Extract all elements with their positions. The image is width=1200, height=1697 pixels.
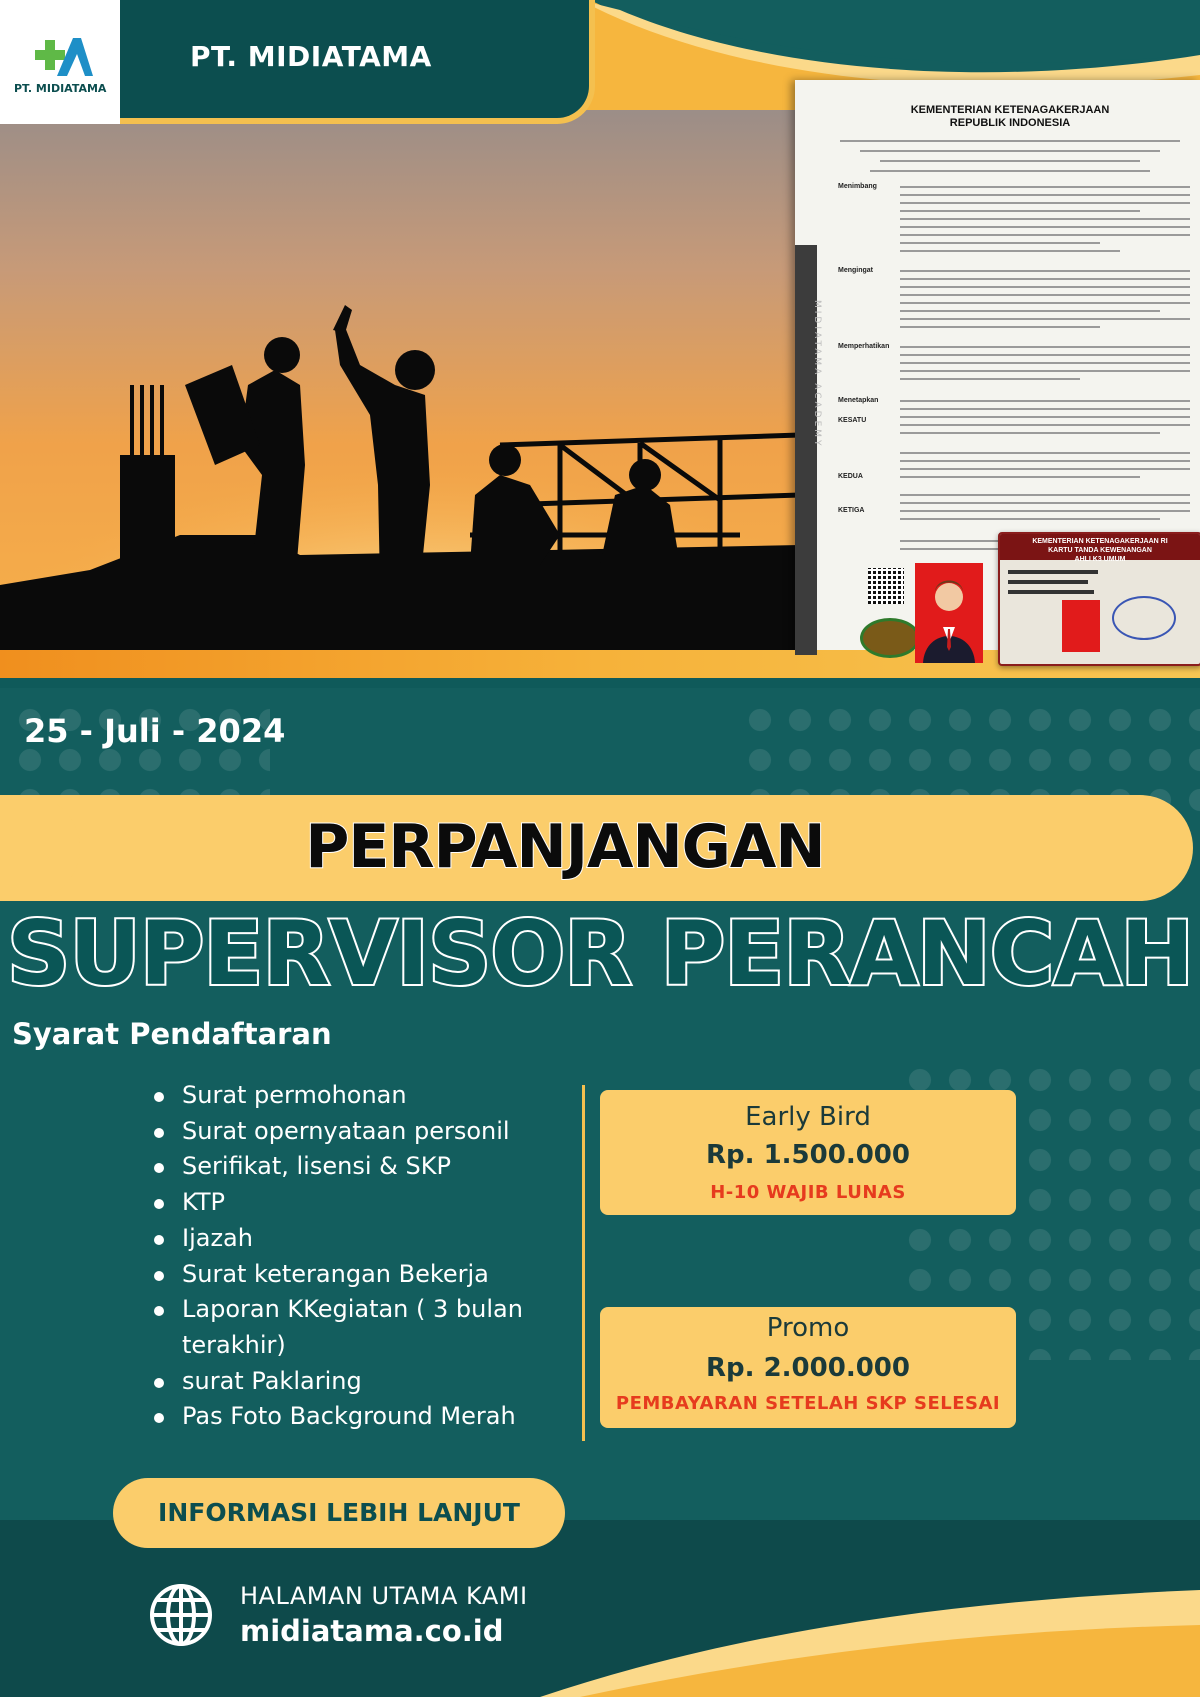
- list-item: Serifikat, lisensi & SKP: [150, 1149, 590, 1185]
- certificate-label: Menimbang: [838, 183, 877, 190]
- certificate-text-line: [900, 416, 1190, 418]
- certificate-text-line: [900, 354, 1190, 356]
- certificate-text-line: [900, 432, 1160, 434]
- price-value: Rp. 1.500.000: [706, 1140, 910, 1170]
- requirements-list: [150, 1078, 590, 1435]
- list-item: Laporan KKegiatan ( 3 bulan terakhir): [150, 1292, 590, 1363]
- certificate-text-line: [900, 424, 1190, 426]
- certificate-text-line: [900, 502, 1190, 504]
- k3-license-card: [998, 532, 1200, 666]
- certificate-label: KEDUA: [838, 473, 863, 480]
- certificate-text-line: [900, 186, 1190, 188]
- vertical-divider: [582, 1085, 585, 1441]
- certificate-text-line: [900, 318, 1190, 320]
- certificate-text-line: [900, 226, 1190, 228]
- certificate-label: KESATU: [838, 417, 867, 424]
- early-bird-price-card: [600, 1090, 1016, 1215]
- certificate-text-line: [900, 310, 1160, 312]
- certificate-text-line: [900, 460, 1190, 462]
- certificate-text-line: [900, 242, 1100, 244]
- logo-text: PT. MIDIATAMA: [14, 82, 107, 95]
- certificate-text-line: [900, 278, 1190, 280]
- card-title: KEMENTERIAN KETENAGAKERJAAN RI KARTU TANDA KEWENANGAN AHLI K3 UMUM: [1000, 534, 1200, 560]
- certificate-label: Memperhatikan: [838, 343, 890, 350]
- certificate-text-line: [900, 494, 1190, 496]
- certificate-header: KEMENTERIAN KETENAGAKERJAAN REPUBLIK INDONESIA: [910, 104, 1110, 129]
- person-icon: [915, 563, 983, 663]
- certificate-text-line: [900, 408, 1190, 410]
- certificate-text-line: [900, 286, 1190, 288]
- certificate-text-line: [900, 210, 1140, 212]
- company-name: PT. MIDIATAMA: [190, 40, 432, 73]
- certificate-text-line: [880, 160, 1140, 162]
- teal-divider: [0, 678, 1200, 688]
- website-link[interactable]: midiatama.co.id: [240, 1614, 504, 1648]
- promo-price-card: [600, 1307, 1016, 1428]
- more-info-button[interactable]: INFORMASI LEBIH LANJUT: [113, 1478, 565, 1548]
- requirements-heading: Syarat Pendaftaran: [12, 1017, 332, 1051]
- list-item: Surat permohonan: [150, 1078, 590, 1114]
- certificate-text-line: [900, 518, 1160, 520]
- certificate-label: Menetapkan: [838, 397, 879, 404]
- certificate-text-line: [860, 150, 1160, 152]
- website-caption: HALAMAN UTAMA KAMI: [240, 1582, 528, 1610]
- certificate-text-line: [900, 250, 1120, 252]
- certificate-text-line: [900, 202, 1190, 204]
- price-label: Early Bird: [745, 1102, 871, 1132]
- id-photo: [915, 563, 983, 663]
- certificate-label: KETIGA: [838, 507, 865, 514]
- title-line-1: PERPANJANGAN: [305, 812, 825, 882]
- price-label: Promo: [766, 1313, 850, 1343]
- price-note: PEMBAYARAN SETELAH SKP SELESAI: [615, 1393, 1001, 1414]
- globe-icon: [148, 1582, 214, 1648]
- price-value: Rp. 2.000.000: [706, 1353, 910, 1383]
- list-item: Pas Foto Background Merah: [150, 1399, 590, 1435]
- certificate-text-line: [900, 270, 1190, 272]
- certificate-text-line: [900, 234, 1190, 236]
- certificate-label: Mengingat: [838, 267, 873, 274]
- certificate-text-line: [900, 510, 1190, 512]
- list-item: Surat keterangan Bekerja: [150, 1257, 590, 1293]
- title-line-2: SUPERVISOR PERANCAH: [6, 902, 1194, 1005]
- certificate-text-line: [900, 378, 1080, 380]
- list-item: surat Paklaring: [150, 1364, 590, 1400]
- certificate-text-line: [900, 370, 1190, 372]
- certificate-text-line: [900, 452, 1190, 454]
- certificate-text-line: [900, 194, 1190, 196]
- certificate-text-line: [900, 326, 1100, 328]
- logo-box: [0, 0, 120, 124]
- certificate-text-line: [900, 218, 1190, 220]
- midiatama-logo-icon: [27, 36, 93, 80]
- k3-badge-icon: [860, 618, 920, 658]
- list-item: Ijazah: [150, 1221, 590, 1257]
- list-item: Surat opernyataan personil: [150, 1114, 590, 1150]
- certificate-text-line: [900, 294, 1190, 296]
- price-note: H-10 WAJIB LUNAS: [710, 1182, 906, 1203]
- qr-code: [868, 568, 904, 604]
- certificate-text-line: [900, 346, 1190, 348]
- certificate-text-line: [900, 362, 1190, 364]
- certificate-text-line: [900, 468, 1190, 470]
- construction-workers-photo: [0, 65, 800, 650]
- certificate-spine-text: MIDIATAMA ACADEMY: [812, 300, 822, 449]
- certificate-text-line: [840, 140, 1180, 142]
- list-item: KTP: [150, 1185, 590, 1221]
- certificate-text-line: [900, 302, 1190, 304]
- certificate-text-line: [870, 170, 1150, 172]
- event-date: 25 - Juli - 2024: [24, 712, 286, 750]
- certificate-text-line: [900, 476, 1140, 478]
- bottom-swoosh-decoration: [540, 1570, 1200, 1697]
- certificate-text-line: [900, 400, 1190, 402]
